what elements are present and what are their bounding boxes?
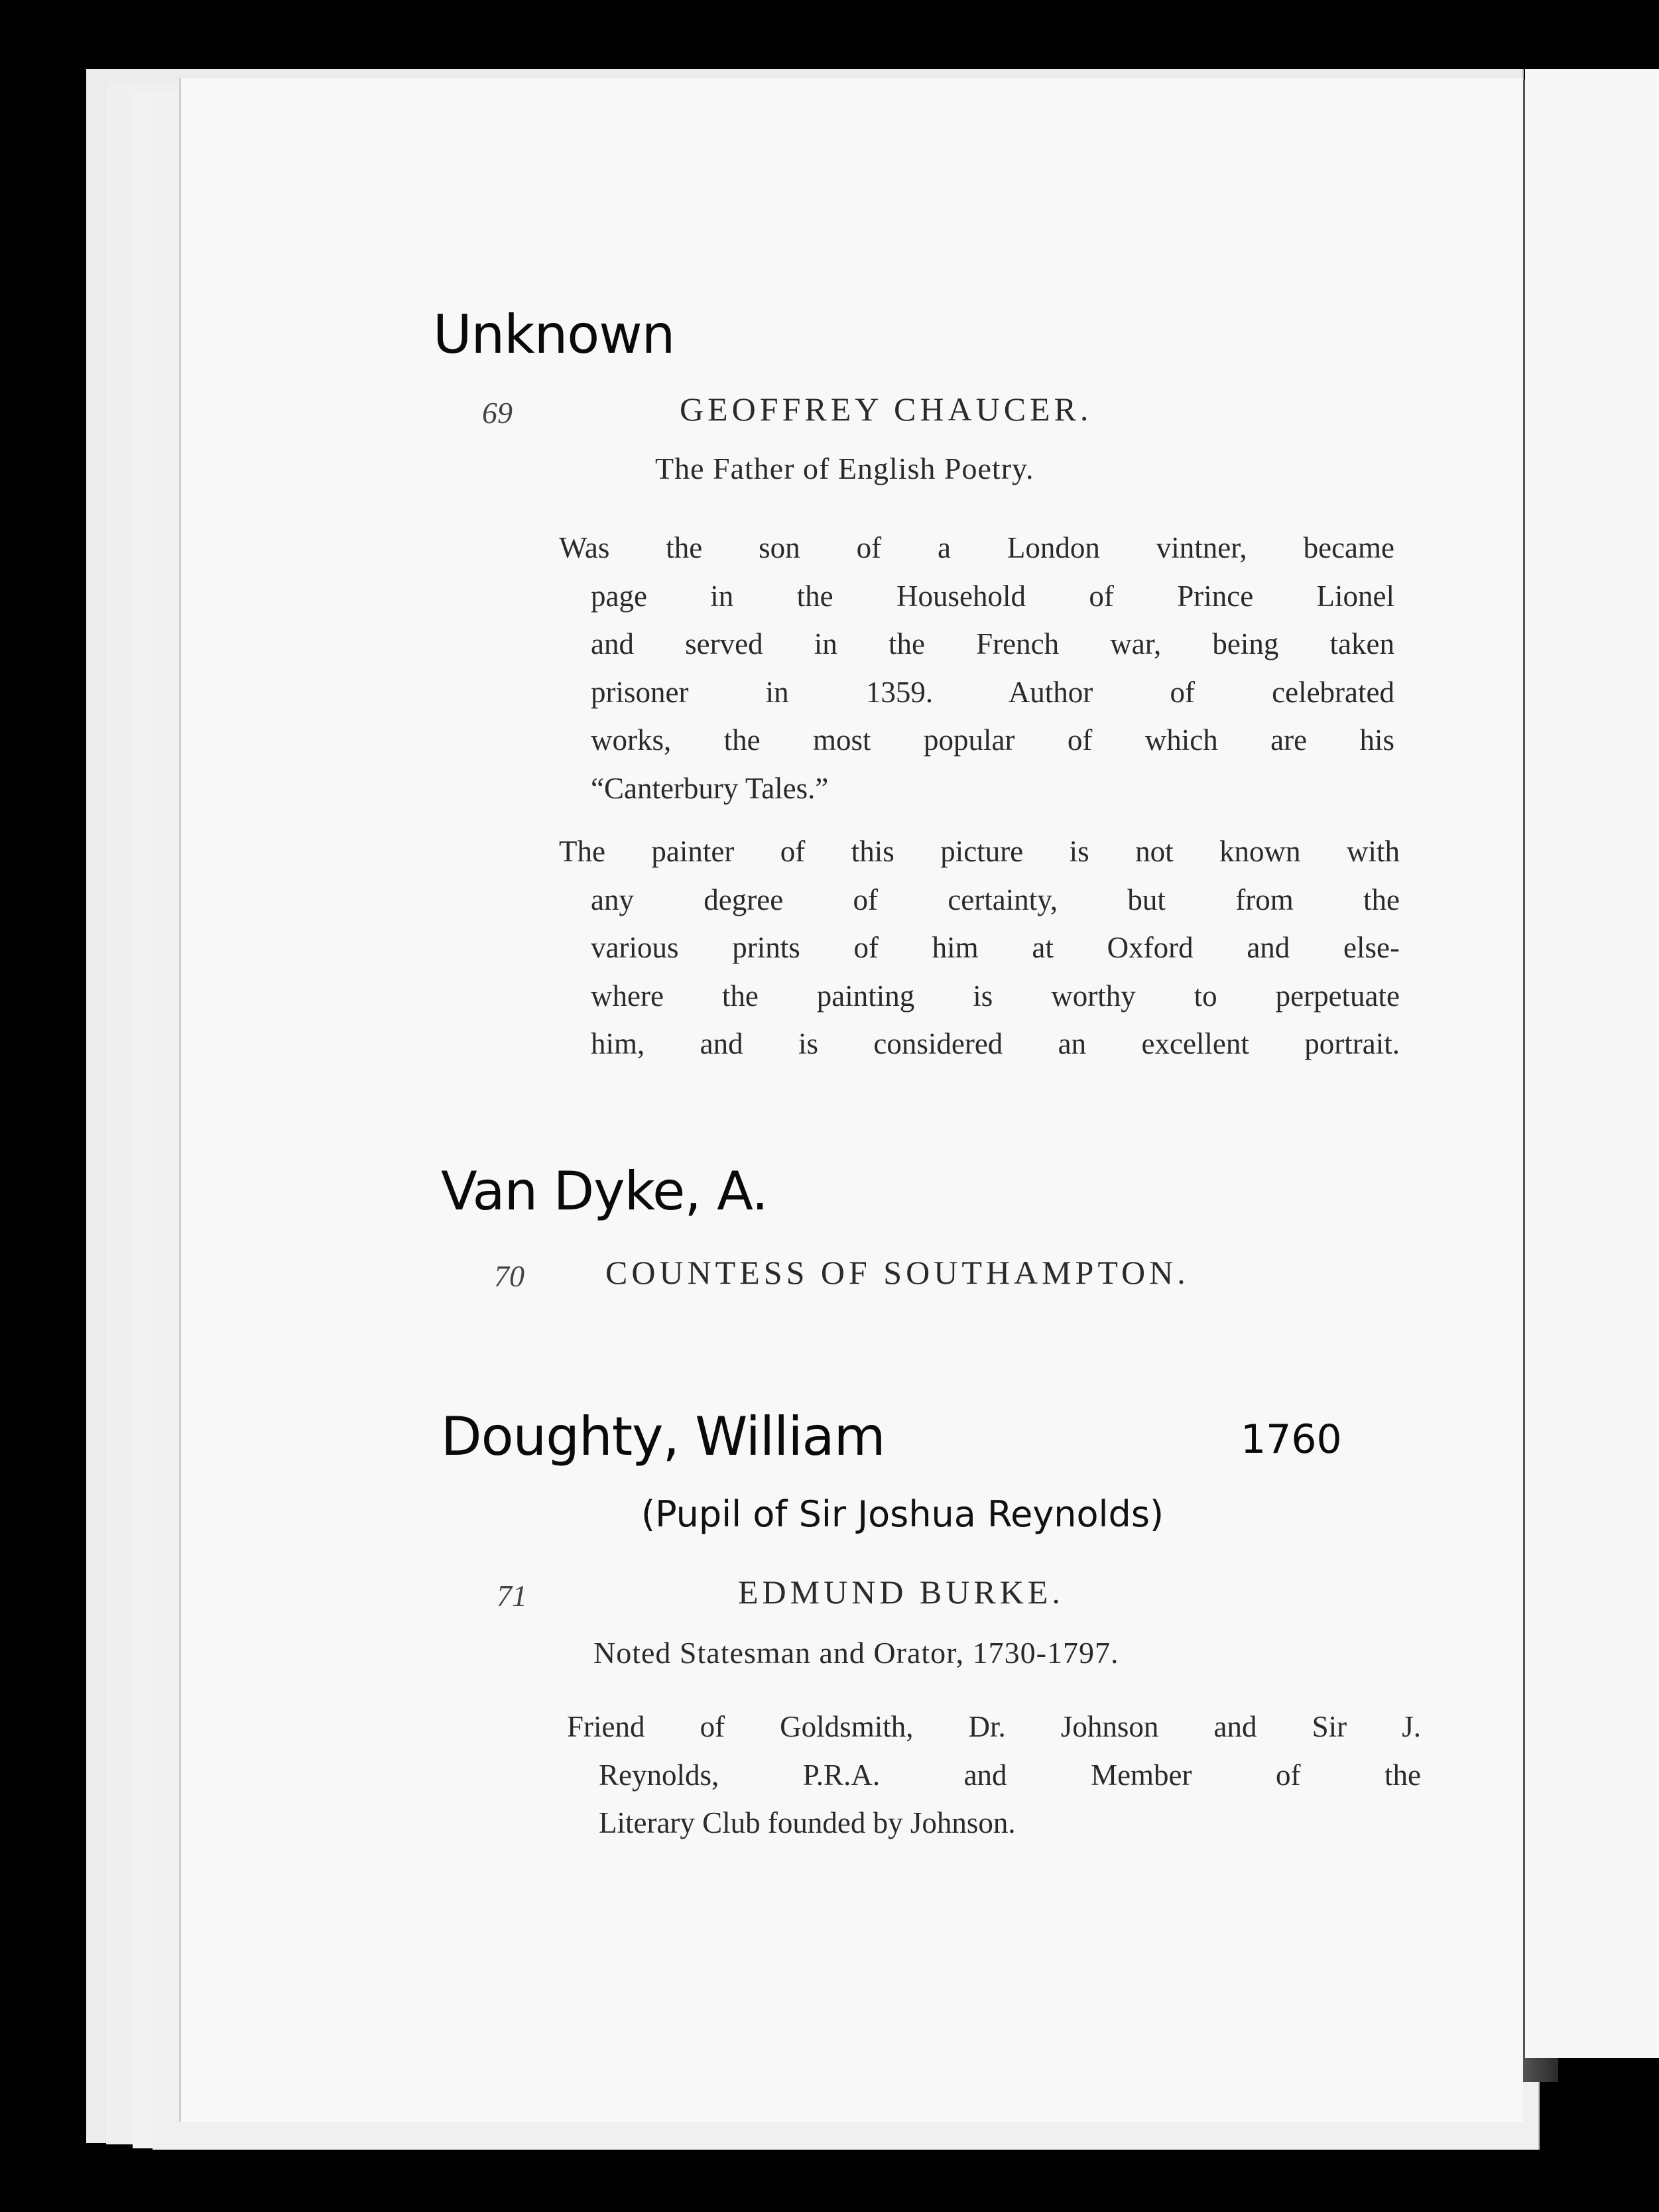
entry-subtitle: The Father of English Poetry. [655, 452, 1034, 485]
entry-title: EDMUND BURKE. [738, 1573, 1064, 1611]
entry-title: GEOFFREY CHAUCER. [680, 391, 1093, 428]
entry-number: 70 [494, 1259, 524, 1293]
entry-description [567, 1703, 1421, 1847]
artist-note: (Pupil of Sir Joshua Reynolds) [641, 1493, 1164, 1535]
entry-attribution-note [559, 828, 1400, 1068]
facing-page-edge [1525, 69, 1659, 2058]
entry-number: 69 [482, 396, 513, 430]
text-line: The painter of this picture is not known with [559, 835, 1400, 868]
artist-birth-year: 1760 [1241, 1416, 1342, 1463]
text-line: prisoner in 1359. Author of celebrated [591, 675, 1394, 709]
artist-heading: Unknown [433, 304, 675, 365]
text-line: page in the Household of Prince Lionel [591, 579, 1394, 613]
entry-description [559, 524, 1394, 812]
text-line: Reynolds, P.R.A. and Member of the [599, 1758, 1421, 1792]
artist-heading: Van Dyke, A. [441, 1160, 768, 1222]
entry-title: COUNTESS OF SOUTHAMPTON. [605, 1254, 1190, 1291]
text-line: Literary Club founded by Johnson. [599, 1806, 1016, 1839]
text-line: him, and is considered an excellent portrait. [591, 1027, 1400, 1060]
entry-number: 71 [497, 1579, 527, 1613]
text-line: Friend of Goldsmith, Dr. Johnson and Sir J. [567, 1710, 1421, 1743]
text-line: “Canterbury Tales.” [591, 771, 829, 805]
text-line: where the painting is worthy to perpetuate [591, 979, 1400, 1013]
text-line: any degree of certainty, but from the [591, 883, 1400, 916]
text-line: Was the son of a London vintner, became [559, 531, 1394, 564]
text-line: various prints of him at Oxford and else- [591, 931, 1400, 964]
text-line: and served in the French war, being taken [591, 627, 1394, 660]
text-line: works, the most popular of which are his [591, 723, 1394, 757]
catalogue-page [179, 78, 1523, 2122]
entry-subtitle: Noted Statesman and Orator, 1730-1797. [593, 1636, 1119, 1670]
artist-heading: Doughty, William [441, 1406, 885, 1467]
